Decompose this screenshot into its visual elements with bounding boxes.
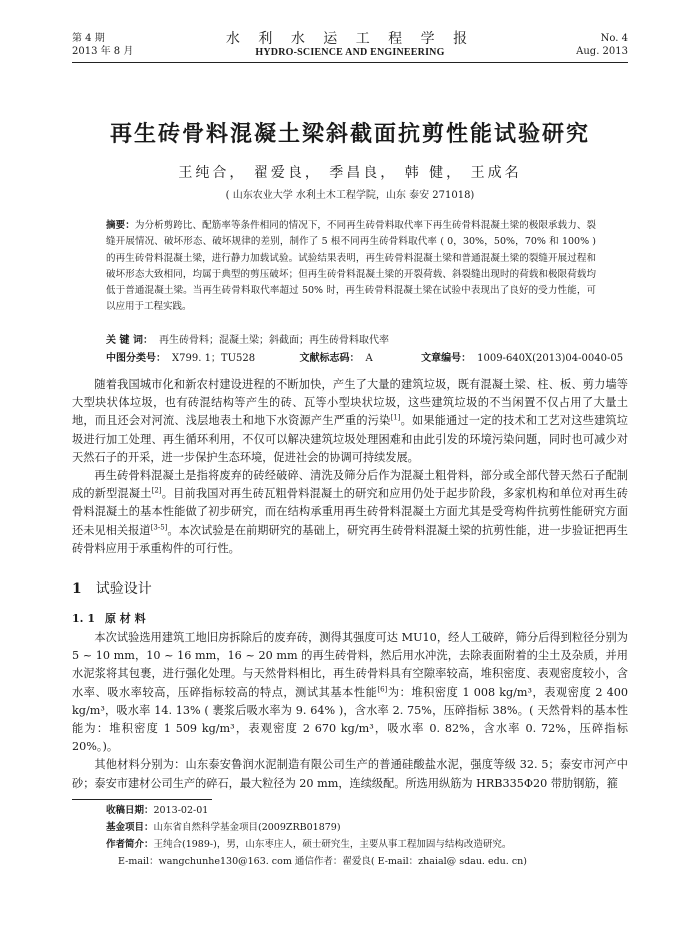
materials-p1-text: 本次试验选用建筑工地旧房拆除后的废弃砖，测得其强度可达 MU10，经人工破碎，筛分后得到粒径分别为 5 ~ 10 mm，10 ~ 16 mm，16 ~ 20 mm 的再生砖骨料，然后用水冲洗，去除表面附着的尘土及杂质，并用水泥浆将其包裹，进行强化处理。与天然骨料相比，再生砖骨料具有空隙率较高，堆积密度、表观密度较小，含水率、吸水率较高，压碎指标较高的特点，测试其基本性能	[72, 631, 628, 699]
keywords-label: 关 键 词：	[106, 335, 153, 346]
intro-paragraph	[72, 376, 628, 467]
subsection-title: 原 材 料	[104, 612, 146, 625]
classification-line	[106, 352, 626, 366]
running-header	[72, 32, 628, 62]
bio-value: 王纯合(1989-)，男，山东枣庄人，硕士研究生，主要从事工程加固与结构改造研究。	[153, 839, 512, 850]
journal-name-cn: 水 利 水 运 工 程 学 报	[225, 31, 475, 47]
materials-p2-text: 其他材料分别为：山东泰安鲁润水泥制造有限公司生产的普通硅酸盐水泥，强度等级 32. 5；泰安市河产中砂；泰安市建材公司生产的碎石，最大粒径为 20 mm，连续级配。所选用纵筋为 HRB335Φ20 带肋钢筋，箍	[72, 758, 628, 790]
intro-p2-text-c: 。本次试验是在前期研究的基础上，研究再生砖骨料混凝土梁的抗剪性能，进一步验证把再生砖骨料应用于承重构件的可行性。	[72, 523, 628, 555]
date-en: Aug. 2013	[576, 46, 628, 57]
materials-paragraph	[72, 629, 628, 756]
received-value: 2013-02-01	[153, 805, 209, 816]
intro-p2-text-b: 。目前我国对再生砖瓦粗骨料混凝土的研究和应用仍处于起步阶段，多家机构和单位对再生砖骨料混凝土的基本性能做了初步研究，而在结构承重用再生砖骨料混凝土方面尤其是受弯构件抗剪性能研究方面还未见相关报道	[72, 487, 628, 537]
materials-paragraph	[72, 756, 628, 792]
citation[interactable]: [1]	[390, 413, 401, 422]
doc-code-label: 文献标志码：	[299, 353, 360, 364]
subsection-number: 1. 1	[72, 612, 95, 625]
header-rule	[72, 62, 628, 63]
section-heading	[72, 578, 152, 598]
doc-code-value: A	[365, 353, 373, 364]
citation[interactable]: [3-5]	[150, 522, 168, 531]
journal-name-en: HYDRO-SCIENCE AND ENGINEERING	[255, 47, 445, 58]
affiliation: ( 山东农业大学 水利土木工程学院，山东 泰安 271018)	[225, 190, 475, 201]
clc-value: X799. 1；TU528	[172, 353, 256, 364]
issue-en: No. 4	[600, 33, 628, 44]
article-no-label: 文章编号：	[421, 353, 472, 364]
section-number: 1	[72, 581, 82, 597]
issue-cn: 第 4 期	[72, 33, 105, 44]
section-title: 试验设计	[95, 581, 152, 597]
author-list: 王纯合， 翟爱良， 季昌良， 韩 健， 王成名	[178, 165, 522, 181]
abstract-text: 为分析剪跨比、配筋率等条件相同的情况下，不同再生砖骨料取代率下再生砖骨料混凝土梁的极限承载力、裂缝开展情况、破坏形态、破坏规律的差别，制作了 5 根不同再生砖骨料取代率 ( 0，30%，50%，70% 和 100% ) 的再生砖骨料混凝土梁，进行静力加载试验。试验结果表明，再生砖骨料混凝土梁和普通混凝土梁的裂缝开展过程和破坏形态大致相同，均属于典型的剪压破坏；但再生砖骨料混凝土梁的开裂荷载、斜裂缝出现时的荷载和极限荷载均低于普通混凝土梁。当再生砖骨料取代率超过 50% 时，再生砖骨料混凝土梁在试验中表现出了良好的受力性能，可以应用于工程实践。	[106, 220, 596, 313]
fund-label: 基金项目：	[106, 822, 154, 833]
subsection-heading	[72, 610, 146, 626]
intro-paragraph	[72, 467, 628, 558]
clc-label: 中图分类号：	[106, 353, 166, 364]
article-no-value: 1009-640X(2013)04-0040-05	[477, 353, 624, 364]
intro-p1-tail: 。如果能通过一定的技术和工艺对这些建筑垃圾进行加工处理、再生循环利用，不仅可以解决建筑垃圾处理困难和由此引发的环境污染问题，同时也可减少对天然石子的开采，进一步保护生态环境，促进社会的协调可持续发展。	[72, 414, 628, 464]
header-center	[72, 32, 628, 59]
paper-title: 再生砖骨料混凝土梁斜截面抗剪性能试验研究	[109, 121, 590, 147]
date-cn: 2013 年 8 月	[72, 46, 134, 57]
fund-value: 山东省自然科学基金项目(2009ZRB01879)	[153, 822, 341, 833]
footnote-rule	[72, 799, 212, 800]
received-label: 收稿日期：	[106, 805, 154, 816]
footnote-fund	[106, 819, 626, 836]
bio-label: 作者简介：	[106, 839, 154, 850]
footnote-received	[106, 802, 626, 819]
header-right	[576, 32, 628, 58]
materials-text	[72, 629, 628, 793]
intro-p2-text: 再生砖骨料混凝土是指将废弃的砖经破碎、清洗及筛分后作为混凝土粗骨料，部分或全部代替天然石子配制成的新型混凝土	[72, 469, 628, 501]
keywords-line	[106, 334, 626, 348]
intro-p1-text: 随着我国城市化和新农村建设进程的不断加快，产生了大量的建筑垃圾，既有混凝土梁、柱、板、剪力墙等大型块状体垃圾，也有砖混结构等产生的砖、瓦等小型块状垃圾，这些建筑垃圾的不当闲置不仅占用了大量土地，而且还会对河流、浅层地表土和地下水资源产生严重的污染	[72, 378, 628, 428]
introduction	[72, 376, 628, 558]
footnote-author-bio	[106, 836, 626, 853]
footnote-email[interactable]: E-mail：wangchunhe130@163. com 通信作者：翟爱良( E-mail：zhaial@ sdau. edu. cn)	[118, 856, 527, 867]
keywords-text: 再生砖骨料；混凝土梁；斜截面；再生砖骨料取代率	[158, 335, 389, 346]
abstract	[106, 218, 596, 316]
citation[interactable]: [2]	[151, 486, 162, 495]
materials-p1-tail: 为：堆积密度 1 008 kg/m³，表观密度 2 400 kg/m³，吸水率 14. 13% ( 裹浆后吸水率为 9. 64% )，含水率 2. 75%，压碎指标 38%。( 天然骨料的基本性能为：堆积密度 1 509 kg/m³，表观密度 2 670 kg/m³，吸水率 0. 82%，含水率 0. 72%，压碎指标 20%。)。	[72, 685, 628, 754]
citation[interactable]: [6]	[377, 684, 388, 693]
abstract-label: 摘要：	[106, 220, 135, 231]
